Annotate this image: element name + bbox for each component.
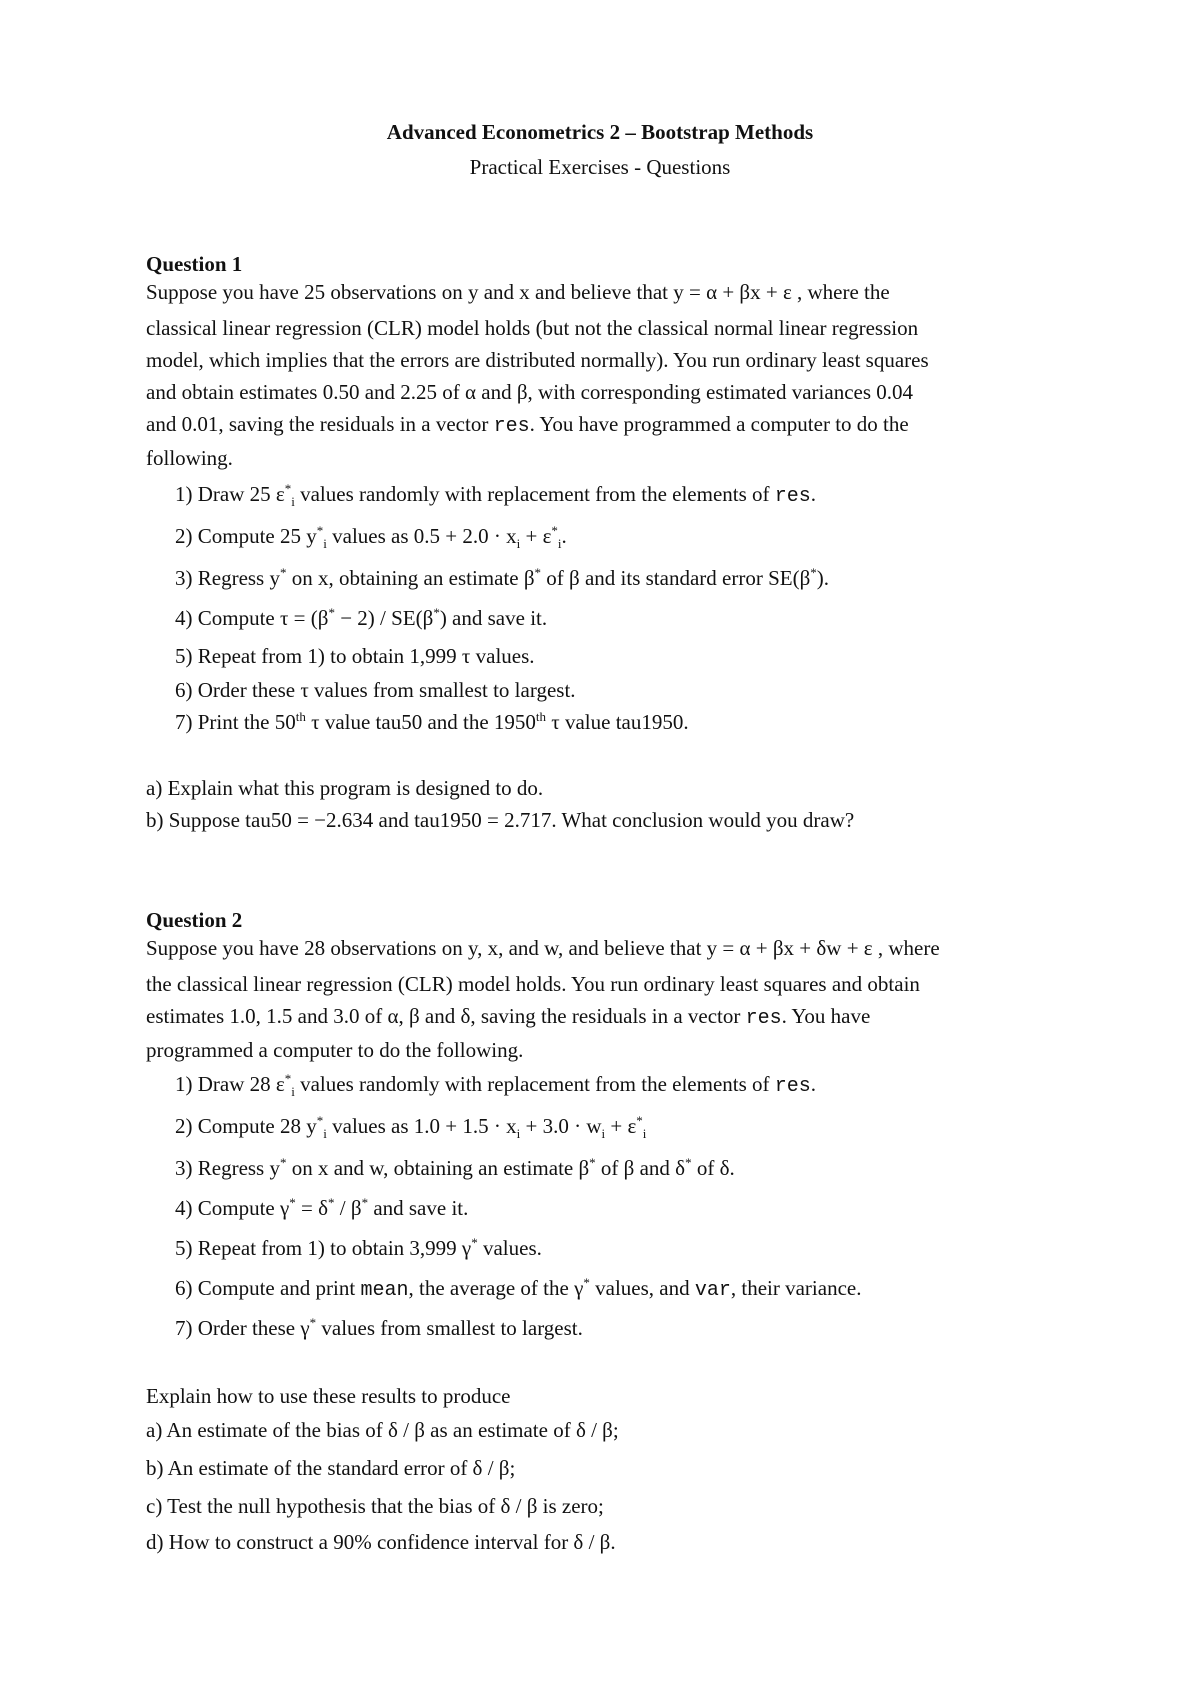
q2-step-5: 5) Repeat from 1) to obtain 3,999 γ* values. <box>175 1235 542 1260</box>
q1-para-line-5: and 0.01, saving the residuals in a vector res. You have programmed a computer to do the <box>146 412 909 438</box>
q1-step-3: 3) Regress y* on x, obtaining an estimate β* of β and its standard error SE(β*). <box>175 565 830 590</box>
document-title: Advanced Econometrics 2 – Bootstrap Methods <box>386 120 814 144</box>
q2-para-line-4: programmed a computer to do the following. <box>146 1038 524 1062</box>
q1-para-line-4: and obtain estimates 0.50 and 2.25 of α and β, with corresponding estimated variances 0.04 <box>146 380 914 404</box>
mean-code: mean <box>360 1279 409 1302</box>
q2-step-6: 6) Compute and print mean, the average of the γ* values, and var, their variance. <box>175 1275 862 1302</box>
q2-explain-prompt: Explain how to use these results to produce <box>146 1384 511 1408</box>
q1-para-line-1: Suppose you have 25 observations on y and x and believe that y = α + βx + ε , where the <box>146 280 890 304</box>
question-2-heading: Question 2 <box>146 908 243 932</box>
q2-step-2: 2) Compute 28 $y^*_i$ values as $1.0 + 1.5 \cdot x_i + 3.0 \cdot w_i + \varepsilon^*_i$ <box>175 1113 647 1142</box>
q1-step-1: 1) Draw 25 $\varepsilon^*_i$ values randomly with replacement from the elements of res. <box>175 481 817 510</box>
q1-question-b: b) Suppose tau50 = −2.634 and tau1950 = 2.717. What conclusion would you draw? <box>146 808 855 832</box>
q1-step-2: 2) Compute 25 $y^*_i$ values as $0.5 + 2.0 \cdot x_i + \varepsilon^*_i$. <box>175 523 567 552</box>
q2-para-line-2: the classical linear regression (CLR) model holds. You run ordinary least squares and obtain <box>146 972 920 996</box>
var-code: var <box>694 1279 731 1302</box>
q1-step-6: 6) Order these τ values from smallest to largest. <box>175 678 576 702</box>
q2-para-line-1: Suppose you have 28 observations on y, x, and w, and believe that y = α + βx + δw + ε , where <box>146 936 940 960</box>
q1-para-line-2: classical linear regression (CLR) model holds (but not the classical normal linear regression <box>146 316 919 340</box>
res-code: res <box>493 415 530 438</box>
document-subtitle: Practical Exercises - Questions <box>469 155 731 179</box>
q2-para-line-3: estimates 1.0, 1.5 and 3.0 of α, β and δ, saving the residuals in a vector res. You have <box>146 1004 871 1030</box>
q2-question-d: d) How to construct a 90% confidence interval for δ / β. <box>146 1530 616 1554</box>
q2-step-3: 3) Regress y* on x and w, obtaining an estimate β* of β and δ* of δ. <box>175 1155 735 1180</box>
q1-question-a: a) Explain what this program is designed to do. <box>146 776 544 800</box>
q2-question-a: a) An estimate of the bias of δ / β as an estimate of δ / β; <box>146 1418 619 1442</box>
q1-para-line-3: model, which implies that the errors are distributed normally). You run ordinary least squares <box>146 348 929 372</box>
q2-step-1: 1) Draw 28 $\varepsilon^*_i$ values randomly with replacement from the elements of res. <box>175 1071 817 1100</box>
q2-step-4: 4) Compute γ* = δ* / β* and save it. <box>175 1195 469 1220</box>
q2-question-c: c) Test the null hypothesis that the bias of δ / β is zero; <box>146 1494 604 1518</box>
q1-step-4: 4) Compute τ = (β* − 2) / SE(β*) and save it. <box>175 605 548 630</box>
q2-question-b: b) An estimate of the standard error of δ / β; <box>146 1456 516 1480</box>
q1-para-line-6: following. <box>146 446 233 470</box>
q1-step-5: 5) Repeat from 1) to obtain 1,999 τ values. <box>175 644 535 668</box>
q1-step-7: 7) Print the 50th τ value tau50 and the 1950th τ value tau1950. <box>175 709 689 734</box>
question-1-heading: Question 1 <box>146 252 243 276</box>
q2-step-7: 7) Order these γ* values from smallest to largest. <box>175 1315 583 1340</box>
